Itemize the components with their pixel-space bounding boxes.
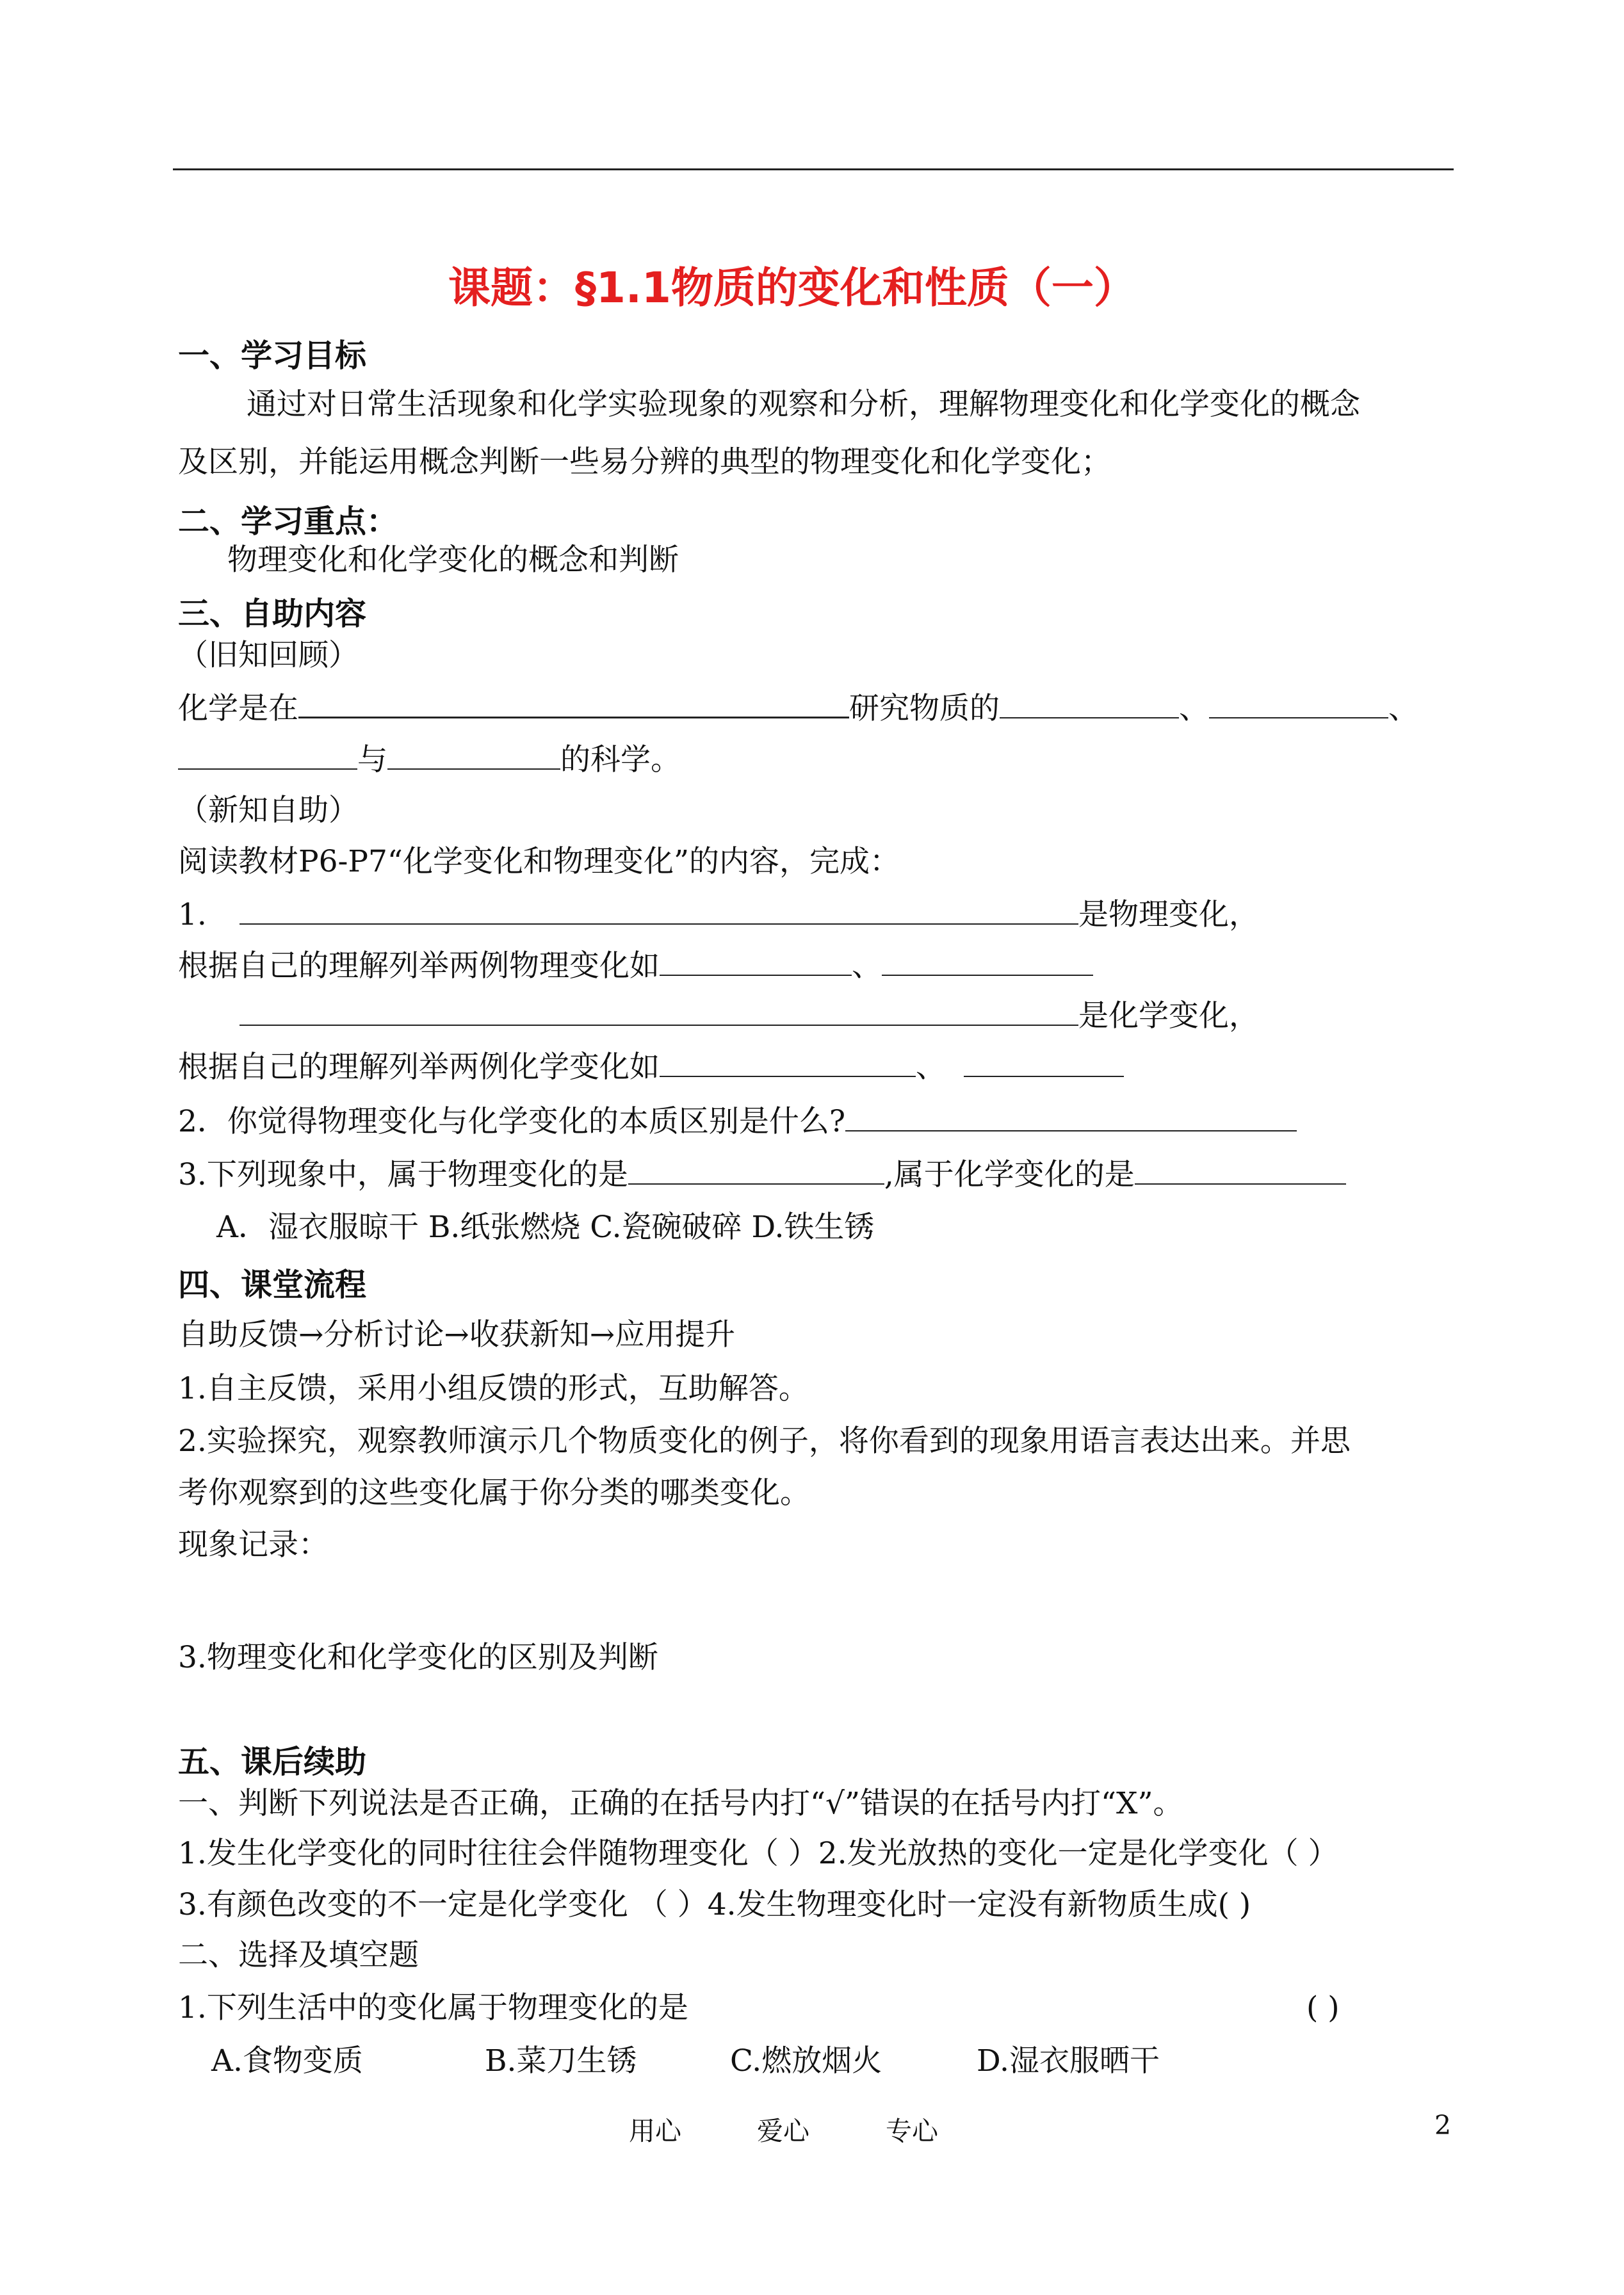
judge-items-1-2: 1.发生化学变化的同时往往会伴随物理变化（ ）2.发光放热的变化一定是化学变化（ ） (178, 1836, 1338, 1871)
text: 研究物质的 (849, 691, 1000, 726)
page-number: 2 (1434, 2110, 1452, 2141)
blank-field[interactable] (882, 949, 1093, 976)
reading-instruction: 阅读教材P6-P7“化学变化和物理变化”的内容，完成： (178, 844, 900, 879)
choice-heading: 二、选择及填空题 (178, 1938, 419, 1973)
text: 、 (1179, 691, 1209, 726)
item1-chemical-examples (178, 1050, 1124, 1085)
goals-text-line1: 通过对日常生活现象和化学实验现象的观察和分析，理解物理变化和化学变化的概念 (247, 387, 1360, 422)
item2-question (178, 1105, 1297, 1137)
section-heading-class-flow: 四、课堂流程 (178, 1267, 367, 1303)
text: ,属于化学变化的是 (884, 1157, 1135, 1192)
blank-field[interactable] (660, 1050, 916, 1077)
blank-field[interactable] (178, 743, 357, 770)
old-knowledge-label: （旧知回顾） (178, 638, 359, 673)
blank-field[interactable] (387, 743, 560, 770)
flow-point2-line1: 2.实验探究，观察教师演示几个物质变化的例子，将你看到的现象用语言表达出来。并思 (178, 1423, 1351, 1459)
answer-bracket[interactable]: ( ) (1306, 1990, 1340, 2025)
text: 、 (916, 1050, 946, 1085)
choice-option-d: D.湿衣服晒干 (977, 2043, 1160, 2079)
footer-motto-3: 专心 (886, 2116, 938, 2146)
new-knowledge-label: （新知自助） (178, 793, 359, 828)
choice-question1: 1.下列生活中的变化属于物理变化的是 (178, 1990, 688, 2025)
record-label: 现象记录： (178, 1527, 329, 1562)
section-heading-focus: 二、学习重点： (178, 503, 398, 540)
text: 的科学。 (560, 742, 681, 777)
item3-question (178, 1158, 1346, 1190)
choice-option-c: C.燃放烟火 (730, 2043, 882, 2079)
header-rule (173, 168, 1454, 170)
footer-motto-2: 爱心 (757, 2116, 809, 2146)
text: 2．你觉得物理变化与化学变化的本质区别是什么? (178, 1104, 846, 1139)
footer-motto-1: 用心 (629, 2116, 681, 2146)
flow-steps: 自助反馈→分析讨论→收获新知→应用提升 (178, 1317, 736, 1352)
section-heading-self-study: 三、自助内容 (178, 596, 367, 632)
item1-physical (178, 898, 1259, 930)
flow-point3: 3.物理变化和化学变化的区别及判断 (178, 1640, 658, 1675)
blank-field[interactable] (240, 999, 1078, 1026)
blank-field[interactable] (660, 949, 852, 976)
section-heading-after-class: 五、课后续助 (178, 1744, 367, 1780)
focus-text: 物理变化和化学变化的概念和判断 (227, 542, 679, 578)
blank-field[interactable] (1135, 1158, 1346, 1185)
choice-option-b: B.菜刀生锈 (485, 2043, 637, 2079)
text: 3.下列现象中，属于物理变化的是 (178, 1157, 628, 1192)
chemistry-definition-line2 (178, 743, 681, 775)
blank-field[interactable] (298, 691, 849, 718)
chemistry-definition-line1 (178, 691, 1418, 724)
text: 是物理变化， (1078, 897, 1259, 932)
text: 、 (1388, 691, 1418, 726)
text: 根据自己的理解列举两例物理变化如 (178, 948, 660, 984)
page-title: 课题：§1.1物质的变化和性质（一） (448, 263, 1136, 312)
text: 、 (852, 948, 882, 984)
section-heading-goals: 一、学习目标 (178, 337, 367, 374)
judge-instruction: 一、判断下列说法是否正确，正确的在括号内打“√”错误的在括号内打“X”。 (178, 1786, 1183, 1821)
blank-field[interactable] (1000, 692, 1179, 718)
text: 是化学变化， (1078, 998, 1259, 1034)
blank-field[interactable] (1209, 692, 1388, 718)
item3-options: A．湿衣服晾干 B.纸张燃烧 C.瓷碗破碎 D.铁生锈 (216, 1210, 875, 1245)
text: 根据自己的理解列举两例化学变化如 (178, 1050, 660, 1085)
item1-physical-examples (178, 948, 1093, 984)
blank-field[interactable] (628, 1158, 884, 1185)
choice-option-a: A.食物变质 (211, 2043, 363, 2079)
item1-chemical (240, 998, 1259, 1034)
goals-text-line2: 及区别，并能运用概念判断一些易分辨的典型的物理变化和化学变化； (178, 444, 1111, 480)
flow-point1: 1.自主反馈，采用小组反馈的形式，互助解答。 (178, 1371, 809, 1406)
blank-field[interactable] (845, 1105, 1297, 1131)
blank-field[interactable] (240, 898, 1078, 925)
text: 与 (357, 742, 387, 777)
text: 化学是在 (178, 691, 298, 726)
blank-field[interactable] (964, 1050, 1124, 1077)
flow-point2-line2: 考你观察到的这些变化属于你分类的哪类变化。 (178, 1475, 810, 1511)
judge-items-3-4: 3.有颜色改变的不一定是化学变化 （ ）4.发生物理变化时一定没有新物质生成( ) (178, 1887, 1251, 1922)
item-number: 1. (178, 897, 207, 932)
